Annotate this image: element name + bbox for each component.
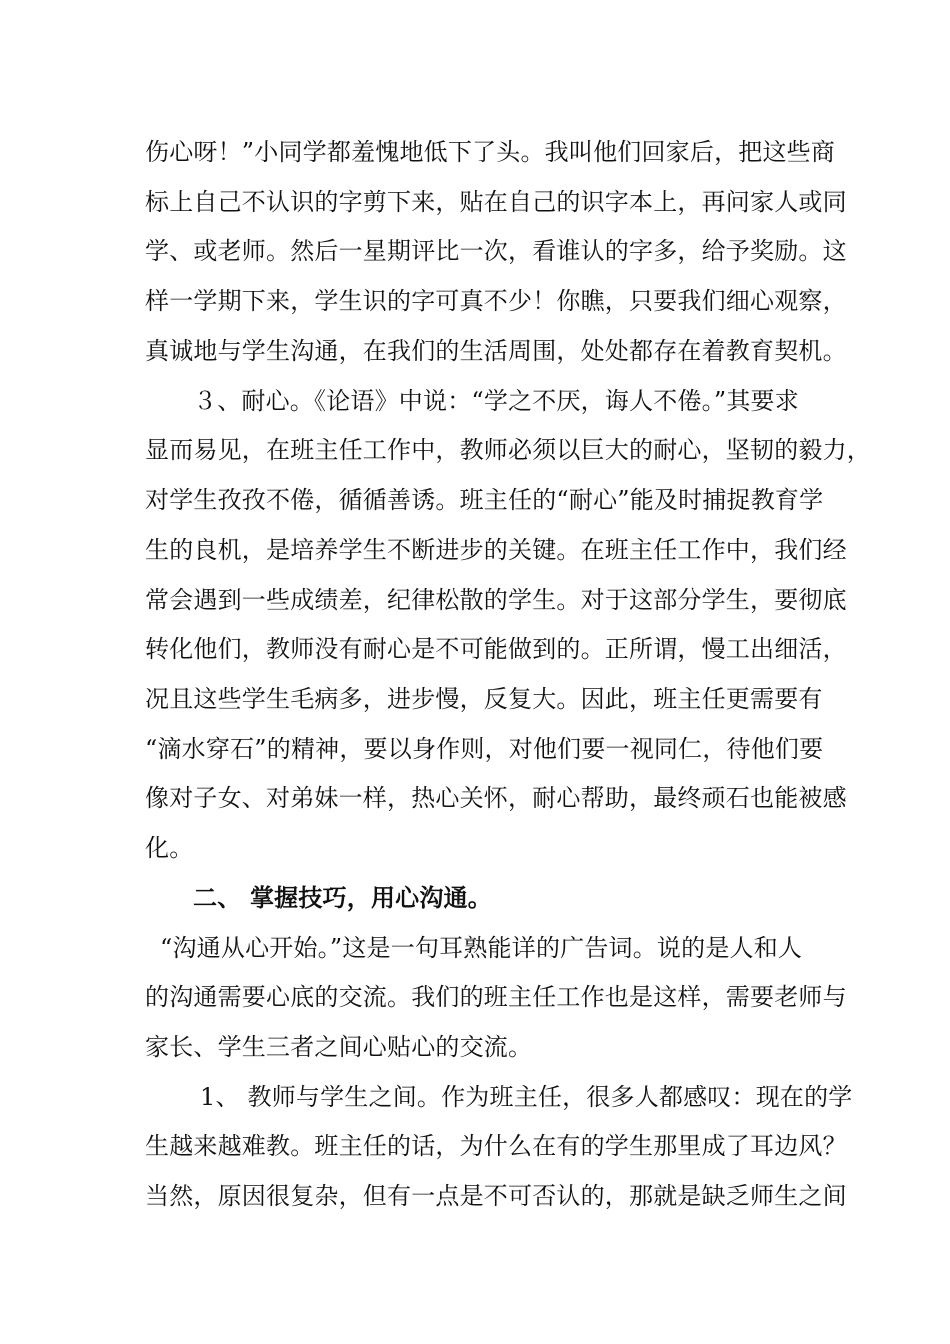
section-heading: 二、 掌握技巧，用心沟通。 bbox=[193, 883, 492, 912]
text-line: 生越来越难教。班主任的话，为什么在有的学生那里成了耳边风？ bbox=[145, 1132, 847, 1160]
text-line: 学、或老师。然后一星期评比一次，看谁认的字多，给予奖励。这 bbox=[145, 237, 847, 265]
text-line: 像对子女、对弟妹一样，热心关怀，耐心帮助，最终顽石也能被感 bbox=[145, 784, 847, 812]
text-line: 1、 教师与学生之间。作为班主任，很多人都感叹：现在的学 bbox=[200, 1083, 853, 1111]
text-line: 对学生孜孜不倦，循循善诱。班主任的“耐心”能及时捕捉教育学 bbox=[145, 486, 824, 514]
text-line: “沟通从心开始。”这是一句耳熟能详的广告词。说的是人和人 bbox=[160, 934, 803, 962]
text-line: ３、耐心。《论语》中说：“学之不厌，诲人不倦。”其要求 bbox=[193, 387, 799, 415]
text-line: 样一学期下来，学生识的字可真不少！你瞧，只要我们细心观察， bbox=[145, 287, 847, 315]
text-line: 真诚地与学生沟通，在我们的生活周围，处处都存在着教育契机。 bbox=[145, 337, 847, 365]
text-line: 常会遇到一些成绩差，纪律松散的学生。对于这部分学生，要彻底 bbox=[145, 586, 847, 614]
text-line: 况且这些学生毛病多，进步慢，反复大。因此，班主任更需要有 bbox=[145, 685, 823, 713]
text-line: 化。 bbox=[145, 834, 194, 862]
text-line: 家长、学生三者之间心贴心的交流。 bbox=[145, 1033, 533, 1061]
text-line: 显而易见，在班主任工作中，教师必须以巨大的耐心，坚韧的毅力， bbox=[145, 436, 871, 464]
text-line: “滴水穿石”的精神，要以身作则，对他们要一视同仁，待他们要 bbox=[145, 735, 824, 763]
text-line: 转化他们，教师没有耐心是不可能做到的。正所谓，慢工出细活， bbox=[145, 635, 847, 663]
text-line: 生的良机，是培养学生不断进步的关键。在班主任工作中，我们经 bbox=[145, 536, 847, 564]
text-line: 伤心呀！”小同学都羞愧地低下了头。我叫他们回家后，把这些商 bbox=[145, 138, 836, 166]
text-line: 当然，原因很复杂，但有一点是不可否认的，那就是缺乏师生之间 bbox=[145, 1182, 847, 1210]
text-line: 标上自己不认识的字剪下来，贴在自己的识字本上，再问家人或同 bbox=[145, 188, 847, 216]
text-line: 的沟通需要心底的交流。我们的班主任工作也是这样，需要老师与 bbox=[145, 983, 847, 1011]
